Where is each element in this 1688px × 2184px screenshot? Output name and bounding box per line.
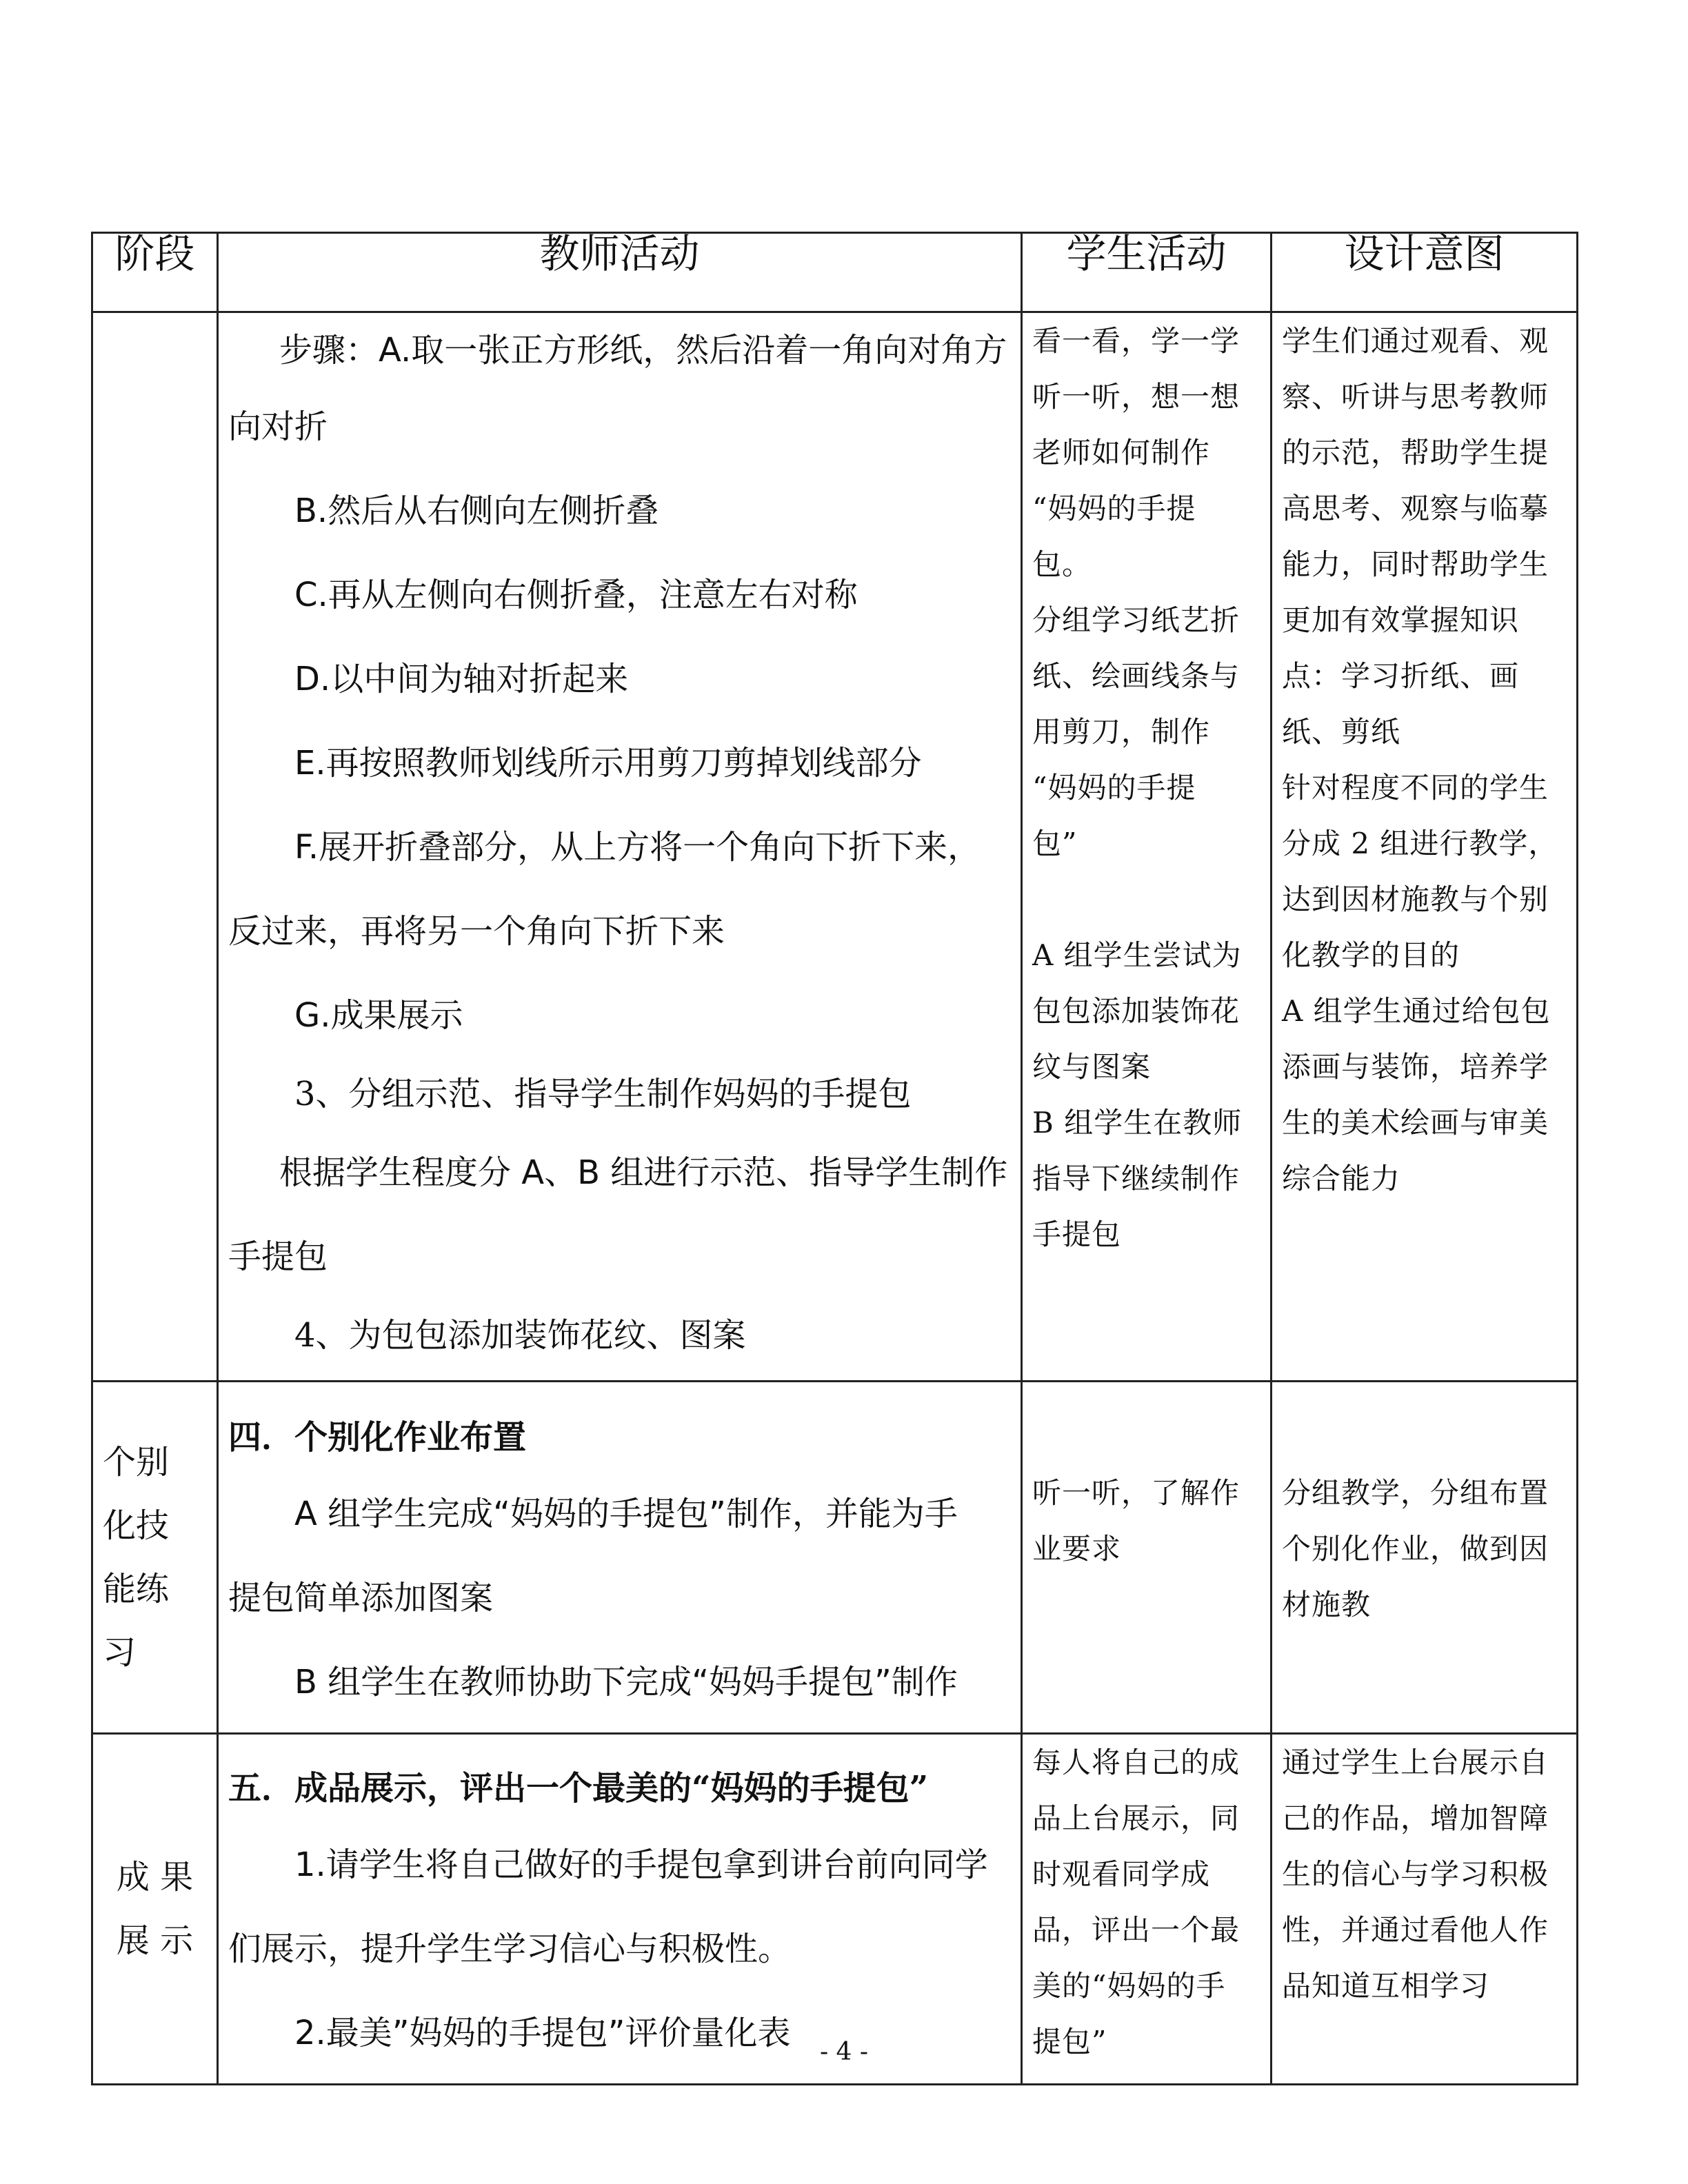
text-line: 提包” (1032, 2025, 1107, 2059)
text-line: 通过学生上台展示自 (1282, 1746, 1549, 1779)
text-line: 包包添加装饰花 (1032, 994, 1240, 1028)
text-line: 己的作品，增加智障 (1282, 1801, 1549, 1835)
table-row (92, 1734, 1578, 2085)
text-line: A 组学生完成“妈妈的手提包”制作，并能为手 (294, 1495, 958, 1533)
stage-cell (92, 1734, 218, 2085)
lesson-plan-table (91, 232, 1578, 2085)
text-line: C.再从左侧向右侧折叠，注意左右对称 (294, 576, 858, 614)
text-line: 听一听，想一想 (1032, 380, 1240, 414)
text-line: 品，评出一个最 (1032, 1913, 1240, 1947)
teacher-activity-cell (218, 1382, 1022, 1734)
text-line: 包。 (1032, 547, 1092, 581)
stage-label-line: 展 示 (116, 1921, 194, 1960)
text-line: 指导下继续制作 (1032, 1162, 1240, 1195)
text-line: D.以中间为轴对折起来 (294, 660, 629, 698)
student-activity-cell (1022, 312, 1272, 1382)
stage-label-line: 习 (103, 1633, 137, 1672)
spacer (1032, 871, 1260, 927)
text-line: 纸、剪纸 (1282, 715, 1401, 749)
text-line: 达到因材施教与个别 (1282, 882, 1549, 916)
text-line: 更加有效掌握知识 (1282, 603, 1520, 637)
teacher-activity-cell (218, 312, 1022, 1382)
text-line: 综合能力 (1282, 1162, 1401, 1195)
text-line: 2.最美”妈妈的手提包”评价量化表 (294, 2014, 791, 2052)
text-line: 看一看，学一学 (1032, 324, 1240, 358)
text-line: 手提包 (228, 1237, 328, 1276)
student-activity-cell (1022, 1382, 1272, 1734)
text-line: “妈妈的手提 (1032, 771, 1196, 805)
section-heading: 四．个别化作业布置 (228, 1418, 527, 1457)
text-line: 生的信心与学习积极 (1282, 1857, 1549, 1891)
table-row (92, 312, 1578, 1382)
text-line: 手提包 (1032, 1217, 1122, 1251)
text-line: 能力，同时帮助学生 (1282, 547, 1549, 581)
student-activity-cell (1022, 1734, 1272, 2085)
table-row (92, 1382, 1578, 1734)
text-line: B 组学生在教师协助下完成“妈妈手提包”制作 (294, 1663, 958, 1701)
stage-label-line: 成 果 (116, 1858, 194, 1897)
text-line: 包” (1032, 827, 1078, 860)
text-line: 根据学生程度分 A、B 组进行示范、指导学生制作 (279, 1153, 1008, 1192)
text-line: B.然后从右侧向左侧折叠 (294, 492, 659, 530)
text-line: 生的美术绘画与审美 (1282, 1106, 1549, 1140)
design-intent-cell (1272, 312, 1578, 1382)
text-line: 3、分组示范、指导学生制作妈妈的手提包 (294, 1075, 912, 1113)
design-intent-cell (1272, 1382, 1578, 1734)
text-line: 针对程度不同的学生 (1282, 771, 1549, 805)
text-line: 4、为包包添加装饰花纹、图案 (294, 1316, 746, 1355)
text-line: 高思考、观察与临摹 (1282, 492, 1549, 525)
text-line: 点：学习折纸、画 (1282, 659, 1520, 693)
text-line: 提包简单添加图案 (228, 1579, 494, 1617)
text-line: 反过来，再将另一个角向下折下来 (228, 912, 725, 951)
stage-cell (92, 1382, 218, 1734)
text-line: 性，并通过看他人作 (1282, 1913, 1549, 1947)
text-line: 分组学习纸艺折 (1032, 603, 1240, 637)
text-line: E.再按照教师划线所示用剪刀剪掉划线部分 (294, 744, 922, 782)
text-line: G.成果展示 (294, 996, 463, 1035)
text-line: 用剪刀，制作 (1032, 715, 1211, 749)
text-line: 步骤：A.取一张正方形纸，然后沿着一角向对角方 (279, 331, 1007, 370)
teacher-activity-cell (218, 1734, 1022, 2085)
header-stage: 阶段 (92, 233, 218, 312)
header-row (92, 233, 1578, 312)
header-student-activity: 学生活动 (1022, 233, 1272, 312)
text-line: 品知道互相学习 (1282, 1969, 1490, 2003)
text-line: 每人将自己的成 (1032, 1746, 1240, 1779)
text-line: 向对折 (228, 407, 328, 446)
header-teacher-activity: 教师活动 (218, 233, 1022, 312)
stage-label-line: 个别 (103, 1443, 170, 1482)
text-line: 察、听讲与思考教师 (1282, 380, 1549, 414)
text-line: 的示范，帮助学生提 (1282, 436, 1549, 469)
stage-label-line: 能练 (103, 1570, 170, 1608)
text-line: 听一听，了解作 (1032, 1476, 1240, 1510)
stage-cell (92, 312, 218, 1382)
text-line: 分组教学，分组布置 (1282, 1476, 1549, 1510)
text-line: 纹与图案 (1032, 1050, 1152, 1084)
text-line: 们展示，提升学生学习信心与积极性。 (228, 1930, 792, 1968)
text-line: B 组学生在教师 (1032, 1106, 1243, 1140)
text-line: 添画与装饰，培养学 (1282, 1050, 1549, 1084)
text-line: A 组学生通过给包包 (1282, 994, 1551, 1028)
text-line: 材施教 (1282, 1588, 1372, 1621)
design-intent-cell (1272, 1734, 1578, 2085)
page-number: - 4 - (819, 2038, 869, 2066)
text-line: 分成 2 组进行教学， (1282, 827, 1558, 860)
text-line: 个别化作业，做到因 (1282, 1532, 1549, 1566)
text-line: 品上台展示，同 (1032, 1801, 1240, 1835)
text-line: 美的“妈妈的手 (1032, 1969, 1226, 2003)
text-line: 时观看同学成 (1032, 1857, 1211, 1891)
text-line: “妈妈的手提 (1032, 492, 1196, 525)
text-line: 老师如何制作 (1032, 436, 1211, 469)
text-line: F.展开折叠部分，从上方将一个角向下折下来， (294, 828, 981, 867)
section-heading: 五．成品展示，评出一个最美的“妈妈的手提包” (228, 1769, 929, 1808)
text-line: 化教学的目的 (1282, 938, 1460, 972)
text-line: 1.请学生将自己做好的手提包拿到讲台前向同学 (294, 1846, 988, 1884)
header-design-intent: 设计意图 (1272, 233, 1578, 312)
text-line: 业要求 (1032, 1532, 1122, 1566)
stage-label-line: 化技 (103, 1506, 170, 1545)
text-line: 学生们通过观看、观 (1282, 324, 1549, 358)
text-line: 纸、绘画线条与 (1032, 659, 1240, 693)
text-line: A 组学生尝试为 (1032, 938, 1242, 972)
